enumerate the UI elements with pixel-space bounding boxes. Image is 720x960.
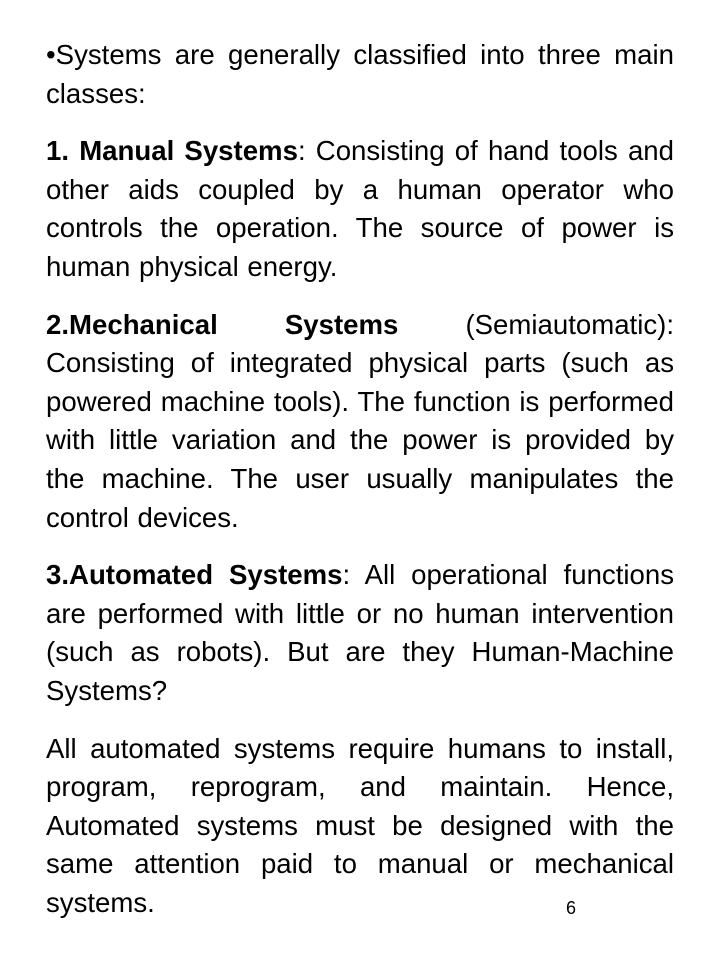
intro-paragraph [46, 36, 674, 113]
item-description: (Semiautomatic): Consisting of integrated physical parts (such as powered machine tools). The function is performed with little variation and the power is provided by the machine. The user usually manipulates the control devices. [46, 308, 674, 533]
item-term: Mechanical Systems [69, 308, 399, 340]
item-number: 3. [46, 559, 70, 591]
item-number: 1. [46, 135, 80, 167]
slide-body [46, 36, 674, 922]
item-description: : All operational functions are performed with little or no human intervention (such as robots). But are they Human-Machine Systems? [46, 559, 675, 706]
item-term: Automated Systems [69, 559, 343, 591]
mechanical-systems-paragraph [46, 306, 674, 538]
manual-systems-paragraph [46, 132, 674, 286]
item-description: : Consisting of hand tools and other aids coupled by a human operator who controls the operation. The source of power is human physical energy. [46, 135, 674, 282]
intro-text: Systems are generally classified into three main classes: [46, 39, 674, 109]
item-term: Manual Systems [79, 135, 298, 167]
automated-systems-paragraph [46, 556, 674, 710]
closing-paragraph: All automated systems require humans to install, program, reprogram, and maintain. Hence, Automated systems must be designed with the same attention paid to manual or mechanical systems. [46, 732, 674, 918]
bullet-marker: • [46, 39, 56, 70]
page-number: 6 [565, 898, 576, 918]
item-number: 2. [46, 308, 70, 340]
